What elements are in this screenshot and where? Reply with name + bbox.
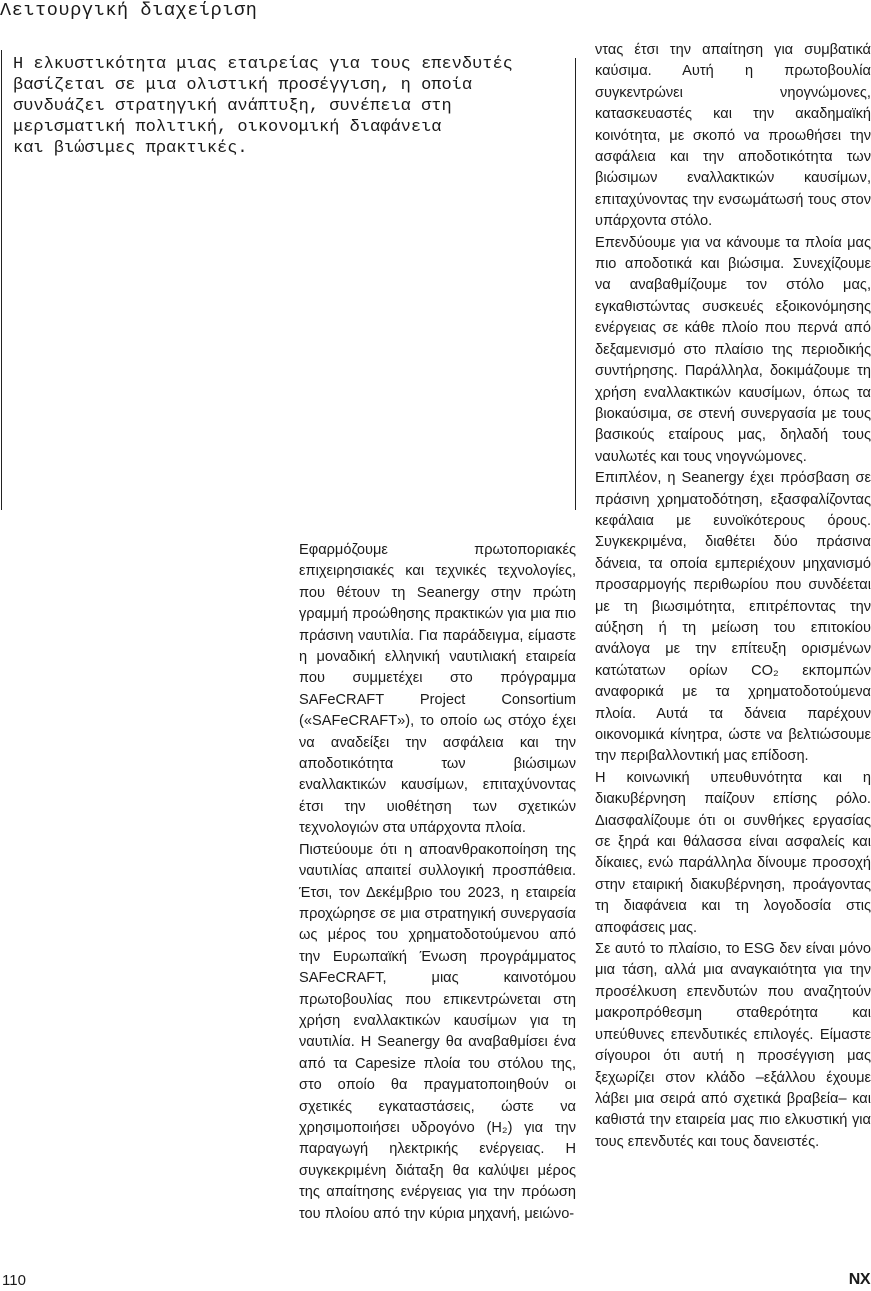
paragraph: Εφαρμόζουμε πρωτοποριακές επιχειρησιακές και τεχνικές τεχνολογίες, που θέτουν τη Seanergy στην πρώτη γραμμή προώθησης πρακτικών για μια πιο πράσινη ναυτιλία. Για παράδειγμα, είμαστε η μοναδική ελληνική ναυτιλιακή εταιρεία που συμμετέχει στο πρόγραμμα SAFeCRAFT Project Consortium («SAFeCRAFT»), το οποίο ως στόχο έχει να αναδείξει την ασφάλεια και την αποδοτικότητα των βιώσιμων εναλλακτικών καυσίμων, επιταχύνοντας έτσι την υιοθέτηση των σχετικών τεχνολογιών στα υπάρχοντα πλοία. [299,542,576,837]
vertical-rule-left [1,50,2,510]
vertical-rule-middle [575,58,576,510]
brand-logo: NX [848,1271,870,1288]
section-title: Λειτουργική διαχείριση [0,0,258,21]
paragraph: Η κοινωνική υπευθυνότητα και η διακυβέρνηση παίζουν επίσης ρόλο. Διασφαλίζουμε ότι οι συνθήκες εργασίας σε ξηρά και θάλασσα είναι ασφαλείς και δίκαιες, ενώ παράλληλα δίνουμε προσοχή στην εταιρική διακυβέρνηση, προάγοντας τη διαφάνεια και τη λογοδοσία στις αποφάσεις μας. [595,769,871,936]
pull-quote: Η ελκυστικότητα μιας εταιρείας για τους επενδυτές βασίζεται σε μια ολιστική προσέγγιση, η οποία συνδυάζει στρατηγική ανάπτυξη, συνέπεια στη μερισματική πολιτική, οικονομική διαφάνεια και βιώσιμες πρακτικές. [13,55,513,158]
paragraph: Επιπλέον, η Seanergy έχει πρόσβαση σε πράσινη χρηματοδότηση, εξασφαλίζοντας κεφάλαια με ευνοϊκότερους όρους. Συγκεκριμένα, διαθέτει δύο πράσινα δάνεια, τα οποία εμπεριέχουν μηχανισμό προσαρμογής περιθωρίου που συνδέεται με τη βιωσιμότητα, επιτρέποντας την αύξηση ή τη μείωση του επιτοκίου ανάλογα με την επίτευξη ορισμένων κατώτατων ορίων CO₂ εκπομπών αναφορικά με τα χρηματοδοτούμενα πλοία. Αυτά τα δάνεια παρέχουν οικονομικά κίνητρα, ώστε να βελτιώσουμε την περιβαλλοντική μας επίδοση. [595,470,871,765]
page-number: 110 [2,1272,26,1289]
paragraph: ντας έτσι την απαίτηση για συμβατικά καύσιμα. Αυτή η πρωτοβουλία συγκεντρώνει νηογνώμονες, κατασκευαστές και την ακαδημαϊκή κοινότητα, με σκοπό να προωθήσει την ασφάλεια και την αποδοτικότητα των βιώσιμων εναλλακτικών καυσίμων, επιταχύνοντας την ενσωμάτωσή τους στον υπάρχοντα στόλο. [595,42,871,230]
body-column-right [595,40,871,1153]
paragraph: Πιστεύουμε ότι η απoανθρακοποίηση της ναυτιλίας απαιτεί συλλογική προσπάθεια. Έτσι, τον Δεκέμβριο του 2023, η εταιρεία προχώρησε σε μια στρατηγική συνεργασία ως μέρος του χρηματοδοτούμενου από την Ευρωπαϊκή Ένωση προγράμματος SAFeCRAFT, μιας καινοτόμου πρωτοβουλίας που επικεντρώνεται στη χρήση εναλλακτικών καυσίμων για τη ναυτιλία. Η Seanergy θα αναβαθμίσει ένα από τα Capesize πλοία του στόλου της, στο οποίο θα πραγματοποιηθούν οι σχετικές εγκαταστάσεις, ώστε να χρησιμοποιήσει υδρογόνο (H₂) για την παραγωγή ηλεκτρικής ενέργειας. Η συγκεκριμένη διάταξη θα καλύψει μέρος της απαίτησης ενέργειας για την πρόωση του πλοίου από την κύρια μηχανή, μειώνο- [299,841,576,1222]
body-column-middle [299,540,576,1225]
paragraph: Σε αυτό το πλαίσιο, το ESG δεν είναι μόνο μια τάση, αλλά μια αναγκαιότητα για την προσέλκυση επενδυτών που αναζητούν μακροπρόθεσμη σταθερότητα και υπεύθυνες επενδυτικές επιλογές. Είμαστε σίγουροι ότι αυτή η προσέγγιση μας ξεχωρίζει στον κλάδο –εξάλλου έχουμε λάβει μια σειρά από σχετικά βραβεία– και καθιστά την εταιρεία μας πιο ελκυστική για τους επενδυτές και τους δανειστές. [595,941,871,1150]
paragraph: Επενδύουμε για να κάνουμε τα πλοία μας πιο αποδοτικά και βιώσιμα. Συνεχίζουμε να αναβαθμίζουμε τον στόλο μας, εγκαθιστώντας συσκευές εξοικονόμησης ενέργειας σε κάθε πλοίο που περνά από δεξαμενισμό στο πλαίσιο της περιοδικής συντήρησης. Παράλληλα, δοκιμάζουμε τη χρήση εναλλακτικών καυσίμων, όπως τα βιοκαύσιμα, σε στενή συνεργασία με τους βασικούς εταίρους μας, δηλαδή τους ναυλωτές και τους νηογνώμονες. [595,234,871,465]
